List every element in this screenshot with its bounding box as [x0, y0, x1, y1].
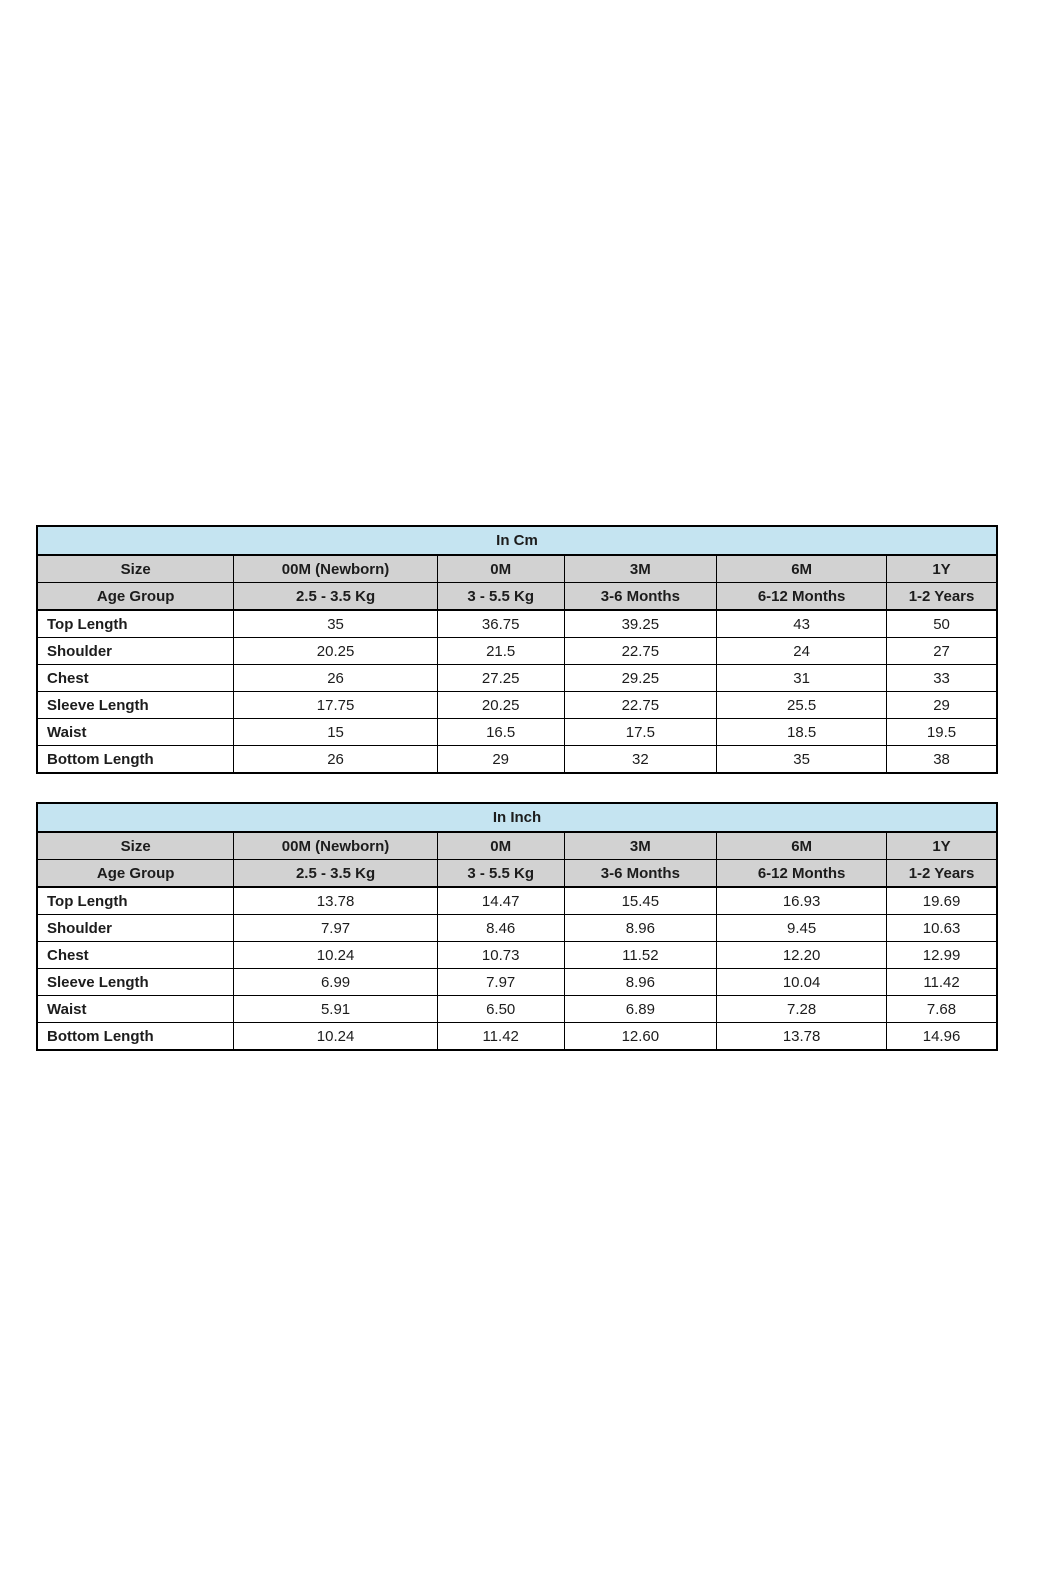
- measurement-value: 16.93: [717, 887, 887, 915]
- measurement-value: 29: [887, 692, 997, 719]
- table-row: [37, 1023, 997, 1051]
- size-header-cell: 1Y: [887, 555, 997, 583]
- size-header-cell: 6M: [717, 555, 887, 583]
- table-row: [37, 665, 997, 692]
- measurement-value: 31: [717, 665, 887, 692]
- size-header-cell: 1Y: [887, 832, 997, 860]
- table-row: [37, 610, 997, 638]
- measurement-value: 11.52: [564, 942, 717, 969]
- measurement-value: 10.73: [437, 942, 564, 969]
- measurement-value: 14.47: [437, 887, 564, 915]
- table-row: [37, 555, 997, 583]
- measurement-value: 35: [234, 610, 438, 638]
- measurement-label: Bottom Length: [37, 746, 234, 774]
- measurement-value: 11.42: [887, 969, 997, 996]
- table-row: [37, 803, 997, 832]
- measurement-value: 8.96: [564, 969, 717, 996]
- measurement-value: 29: [437, 746, 564, 774]
- table-row: [37, 526, 997, 555]
- size-row-label: Size: [37, 832, 234, 860]
- measurement-value: 7.28: [717, 996, 887, 1023]
- age-group-cell: 2.5 - 3.5 Kg: [234, 583, 438, 611]
- age-group-cell: 6-12 Months: [717, 860, 887, 888]
- measurement-value: 21.5: [437, 638, 564, 665]
- measurement-label: Sleeve Length: [37, 969, 234, 996]
- measurement-value: 10.24: [234, 942, 438, 969]
- age-group-cell: 3 - 5.5 Kg: [437, 860, 564, 888]
- measurement-value: 8.96: [564, 915, 717, 942]
- age-group-cell: 3 - 5.5 Kg: [437, 583, 564, 611]
- table-row: [37, 832, 997, 860]
- measurement-value: 7.68: [887, 996, 997, 1023]
- measurement-value: 18.5: [717, 719, 887, 746]
- measurement-value: 7.97: [234, 915, 438, 942]
- measurement-label: Shoulder: [37, 638, 234, 665]
- measurement-value: 13.78: [234, 887, 438, 915]
- table-title-inch: In Inch: [37, 803, 997, 832]
- age-group-cell: 3-6 Months: [564, 860, 717, 888]
- measurement-value: 6.89: [564, 996, 717, 1023]
- measurement-value: 36.75: [437, 610, 564, 638]
- measurement-value: 50: [887, 610, 997, 638]
- age-group-row-label: Age Group: [37, 583, 234, 611]
- age-group-cell: 1-2 Years: [887, 860, 997, 888]
- measurement-value: 19.5: [887, 719, 997, 746]
- table-row: [37, 915, 997, 942]
- measurement-label: Chest: [37, 942, 234, 969]
- measurement-value: 38: [887, 746, 997, 774]
- measurement-value: 5.91: [234, 996, 438, 1023]
- table-row: [37, 692, 997, 719]
- age-group-cell: 1-2 Years: [887, 583, 997, 611]
- measurement-value: 26: [234, 746, 438, 774]
- measurement-value: 17.5: [564, 719, 717, 746]
- size-header-cell: 00M (Newborn): [234, 832, 438, 860]
- measurement-value: 17.75: [234, 692, 438, 719]
- measurement-value: 6.50: [437, 996, 564, 1023]
- size-header-cell: 0M: [437, 555, 564, 583]
- measurement-value: 20.25: [234, 638, 438, 665]
- measurement-value: 10.63: [887, 915, 997, 942]
- measurement-value: 15.45: [564, 887, 717, 915]
- measurement-label: Top Length: [37, 610, 234, 638]
- table-row: [37, 996, 997, 1023]
- table-row: [37, 583, 997, 611]
- age-group-cell: 6-12 Months: [717, 583, 887, 611]
- size-charts-container: [36, 525, 998, 1051]
- size-header-cell: 3M: [564, 832, 717, 860]
- age-group-cell: 3-6 Months: [564, 583, 717, 611]
- measurement-value: 9.45: [717, 915, 887, 942]
- size-header-cell: 00M (Newborn): [234, 555, 438, 583]
- table-row: [37, 860, 997, 888]
- size-row-label: Size: [37, 555, 234, 583]
- table-row: [37, 719, 997, 746]
- table-row: [37, 887, 997, 915]
- measurement-value: 8.46: [437, 915, 564, 942]
- measurement-value: 25.5: [717, 692, 887, 719]
- measurement-value: 10.04: [717, 969, 887, 996]
- measurement-value: 19.69: [887, 887, 997, 915]
- measurement-value: 6.99: [234, 969, 438, 996]
- measurement-value: 27.25: [437, 665, 564, 692]
- table-row: [37, 942, 997, 969]
- measurement-value: 29.25: [564, 665, 717, 692]
- size-header-cell: 3M: [564, 555, 717, 583]
- measurement-value: 14.96: [887, 1023, 997, 1051]
- measurement-value: 32: [564, 746, 717, 774]
- measurement-value: 7.97: [437, 969, 564, 996]
- measurement-value: 10.24: [234, 1023, 438, 1051]
- measurement-value: 16.5: [437, 719, 564, 746]
- measurement-label: Chest: [37, 665, 234, 692]
- measurement-value: 22.75: [564, 638, 717, 665]
- measurement-value: 43: [717, 610, 887, 638]
- measurement-label: Waist: [37, 996, 234, 1023]
- measurement-value: 26: [234, 665, 438, 692]
- measurement-label: Waist: [37, 719, 234, 746]
- size-table-cm: [36, 525, 998, 774]
- table-row: [37, 638, 997, 665]
- age-group-row-label: Age Group: [37, 860, 234, 888]
- measurement-value: 27: [887, 638, 997, 665]
- measurement-value: 13.78: [717, 1023, 887, 1051]
- measurement-label: Shoulder: [37, 915, 234, 942]
- age-group-cell: 2.5 - 3.5 Kg: [234, 860, 438, 888]
- measurement-value: 12.20: [717, 942, 887, 969]
- size-header-cell: 6M: [717, 832, 887, 860]
- measurement-value: 11.42: [437, 1023, 564, 1051]
- size-header-cell: 0M: [437, 832, 564, 860]
- measurement-value: 39.25: [564, 610, 717, 638]
- measurement-label: Top Length: [37, 887, 234, 915]
- measurement-value: 12.99: [887, 942, 997, 969]
- measurement-label: Bottom Length: [37, 1023, 234, 1051]
- measurement-value: 12.60: [564, 1023, 717, 1051]
- measurement-value: 33: [887, 665, 997, 692]
- measurement-value: 20.25: [437, 692, 564, 719]
- measurement-value: 22.75: [564, 692, 717, 719]
- table-row: [37, 746, 997, 774]
- measurement-value: 15: [234, 719, 438, 746]
- table-title-cm: In Cm: [37, 526, 997, 555]
- table-row: [37, 969, 997, 996]
- measurement-label: Sleeve Length: [37, 692, 234, 719]
- measurement-value: 24: [717, 638, 887, 665]
- measurement-value: 35: [717, 746, 887, 774]
- size-table-inch: [36, 802, 998, 1051]
